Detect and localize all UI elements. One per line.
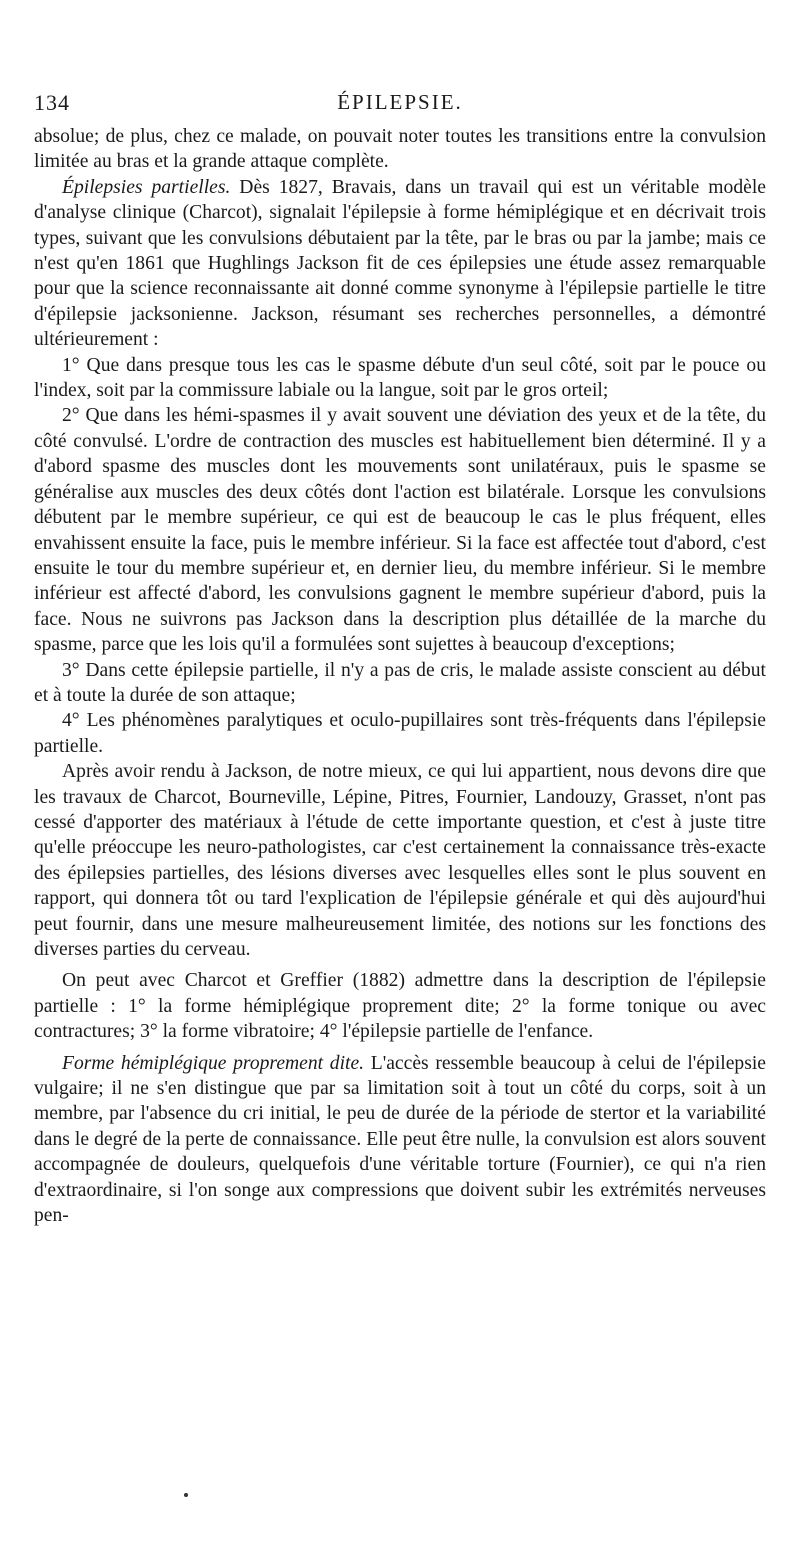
running-title: ÉPILEPSIE. bbox=[337, 90, 463, 114]
book-page bbox=[34, 84, 766, 1228]
section-heading-forme-hemiplegique: Forme hémiplégique proprement dite. bbox=[62, 1052, 365, 1074]
paragraph-epilepsies-partielles bbox=[34, 175, 766, 353]
paragraph-continuation: absolue; de plus, chez ce malade, on pouvait noter toutes les transitions entre la convulsion limitée au bras et la grande attaque complète. bbox=[34, 126, 766, 173]
list-item-3: 3° Dans cette épilepsie partielle, il n'y a pas de cris, le malade assiste conscient au début et à toute la durée de son attaque; bbox=[34, 659, 766, 706]
paragraph-apres-avoir: Après avoir rendu à Jackson, de notre mieux, ce qui lui appartient, nous devons dire que les travaux de Charcot, Bourneville, Lépine, Pitres, Fournier, Landouzy, Grasset, n'ont pas cessé d'apporter des matériaux à l'étude de cette importante question, et c'est à juste titre qu'elle préoccupe les neuro-pathologistes, car c'est certainement la connaissance très-exacte des épilepsies partielles, des lésions diverses avec lesquelles elles sont le plus souvent en rapport, qui donnera tôt ou tard l'explication de l'épilepsie générale et qui dès aujourd'hui peut fournir, dans une mesure malheureusement limitée, des notions sur les fonctions des diverses parties du cerveau. bbox=[34, 761, 766, 960]
list-item-1: 1° Que dans presque tous les cas le spasme débute d'un seul côté, soit par le pouce ou l'index, soit par la commissure labiale ou la langue, soit par le gros orteil; bbox=[34, 354, 766, 402]
body-text bbox=[34, 124, 766, 1228]
print-speck bbox=[184, 1493, 188, 1497]
paragraph-forme-hemiplegique bbox=[34, 1051, 766, 1229]
list-item-2: 2° Que dans les hémi-spasmes il y avait souvent une déviation des yeux et de la tête, du côté convulsé. L'ordre de contraction des muscles est habituellement bien déterminé. Il y a d'abord spasme des muscles dont les mouvements sont unilatéraux, puis le spasme se généralise aux muscles des deux côtés dont l'action est bilatérale. Lorsque les convulsions débutent par le membre supérieur, ce qui est de beaucoup le cas le plus fréquent, elles envahissent ensuite la face, puis le membre inférieur. Si la face est affectée tout d'abord, c'est ensuite le tour du membre supérieur et, en dernier lieu, du membre inférieur. Si le membre inférieur est affecté d'abord, les convulsions gagnent le membre supérieur d'abord, puis la face. Nous ne suivrons pas Jackson dans la description plus détaillée de la marche du spasme, parce que les lois qu'il a formulées sont sujettes à beaucoup d'exceptions; bbox=[34, 405, 766, 656]
paragraph-text: L'accès ressemble beaucoup à celui de l'épilepsie vulgaire; il ne s'en distingue que par sa limitation soit à tout un côté du corps, soit à un membre, par l'absence du cri initial, le peu de durée de la période de stertor et la variabilité dans le degré de la perte de connaissance. Elle peut être nulle, la convulsion est alors souvent accompagnée de douleurs, quelquefois d'une véritable torture (Fournier), ce qui n'a rien d'extraordinaire, si l'on songe aux compressions que doivent subir les extrémités nerveuses pen- bbox=[34, 1052, 766, 1227]
section-heading-epilepsies-partielles: Épilepsies partielles. bbox=[62, 176, 231, 198]
page-number: 134 bbox=[34, 90, 70, 115]
running-head bbox=[34, 84, 766, 124]
list-item-4: 4° Les phénomènes paralytiques et oculo-pupillaires sont très-fréquents dans l'épilepsie partielle. bbox=[34, 710, 766, 757]
paragraph-text: Dès 1827, Bravais, dans un travail qui est un véritable modèle d'analyse clinique (Charcot), signalait l'épilepsie à forme hémiplégique et en décrivait trois types, suivant que les convulsions débutaient par la tête, par le bras ou par la jambe; mais ce n'est qu'en 1861 que Hughlings Jackson fit de ces épilepsies une étude assez remarquable pour que la science reconnaissante ait donné comme synonyme à l'épilepsie partielle le titre d'épilepsie jacksonienne. Jackson, résumant ses recherches personnelles, a démontré ultérieurement : bbox=[34, 176, 766, 351]
paragraph-classification: On peut avec Charcot et Greffier (1882) admettre dans la description de l'épilepsie partielle : 1° la forme hémiplégique proprement dite; 2° la forme tonique ou avec contractures; 3° la forme vibratoire; 4° l'épilepsie partielle de l'enfance. bbox=[34, 970, 766, 1043]
